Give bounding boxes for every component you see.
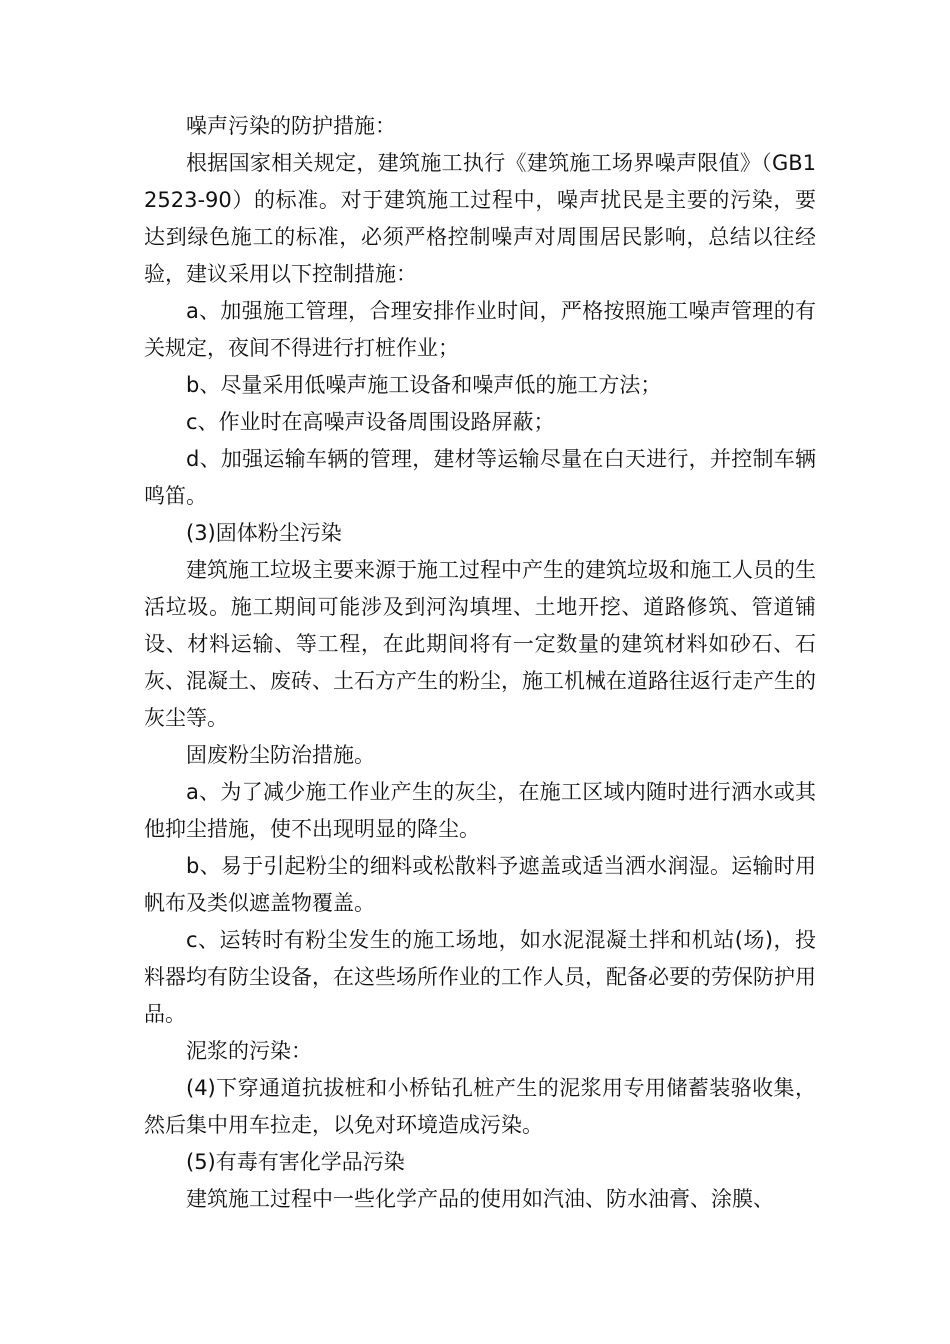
paragraph-noise-measure-b: b、尽量采用低噪声施工设备和噪声低的施工方法； xyxy=(186,373,662,397)
paragraph-mud-heading: 泥浆的污染： xyxy=(186,1039,312,1063)
paragraph-dust-measures-heading: 固废粉尘防治措施。 xyxy=(186,743,375,767)
document-body xyxy=(144,108,816,1218)
paragraph-noise-measure-a: a、加强施工管理，合理安排作业时间，严格按照施工噪声管理的有关规定，夜间不得进行打桩作业； xyxy=(144,299,816,360)
paragraph-dust-measure-b: b、易于引起粉尘的细料或松散料予遮盖或适当洒水润湿。运输时用帆布及类似遮盖物覆盖。 xyxy=(144,854,816,915)
paragraph-chemical-heading: (5)有毒有害化学品污染 xyxy=(186,1150,405,1174)
paragraph-dust-heading: (3)固体粉尘污染 xyxy=(186,521,342,545)
paragraph-dust-measure-c: c、运转时有粉尘发生的施工场地，如水泥混凝土拌和机站(场)，投料器均有防尘设备，在这些场所作业的工作人员，配备必要的劳保防护用品。 xyxy=(144,928,816,1026)
paragraph-dust-measure-a: a、为了减少施工作业产生的灰尘，在施工区域内随时进行洒水或其他抑尘措施，使不出现明显的降尘。 xyxy=(144,780,816,841)
paragraph-mud-measure: (4)下穿通道抗拔桩和小桥钻孔桩产生的泥浆用专用储蓄装骆收集，然后集中用车拉走，以免对环境造成污染。 xyxy=(144,1076,816,1137)
paragraph-noise-regulation: 根据国家相关规定，建筑施工执行《建筑施工场界噪声限值》（GB12523-90）的标准。对于建筑施工过程中，噪声扰民是主要的污染，要达到绿色施工的标准，必须严格控制噪声对周围居民影响，总结以往经验，建议采用以下控制措施： xyxy=(144,151,816,286)
paragraph-noise-measure-d: d、加强运输车辆的管理，建材等运输尽量在白天进行，并控制车辆鸣笛。 xyxy=(144,447,816,508)
paragraph-noise-measure-c: c、作业时在高噪声设备周围设路屏蔽； xyxy=(186,410,555,434)
paragraph-noise-heading: 噪声污染的防护措施： xyxy=(186,114,396,138)
paragraph-dust-source: 建筑施工垃圾主要来源于施工过程中产生的建筑垃圾和施工人员的生活垃圾。施工期间可能涉及到河沟填埋、土地开挖、道路修筑、管道铺设、材料运输、等工程，在此期间将有一定数量的建筑材料如砂石、石灰、混凝土、废砖、土石方产生的粉尘，施工机械在道路往返行走产生的灰尘等。 xyxy=(144,558,816,730)
paragraph-chemical-text: 建筑施工过程中一些化学产品的使用如汽油、防水油膏、涂膜、 xyxy=(186,1187,774,1211)
